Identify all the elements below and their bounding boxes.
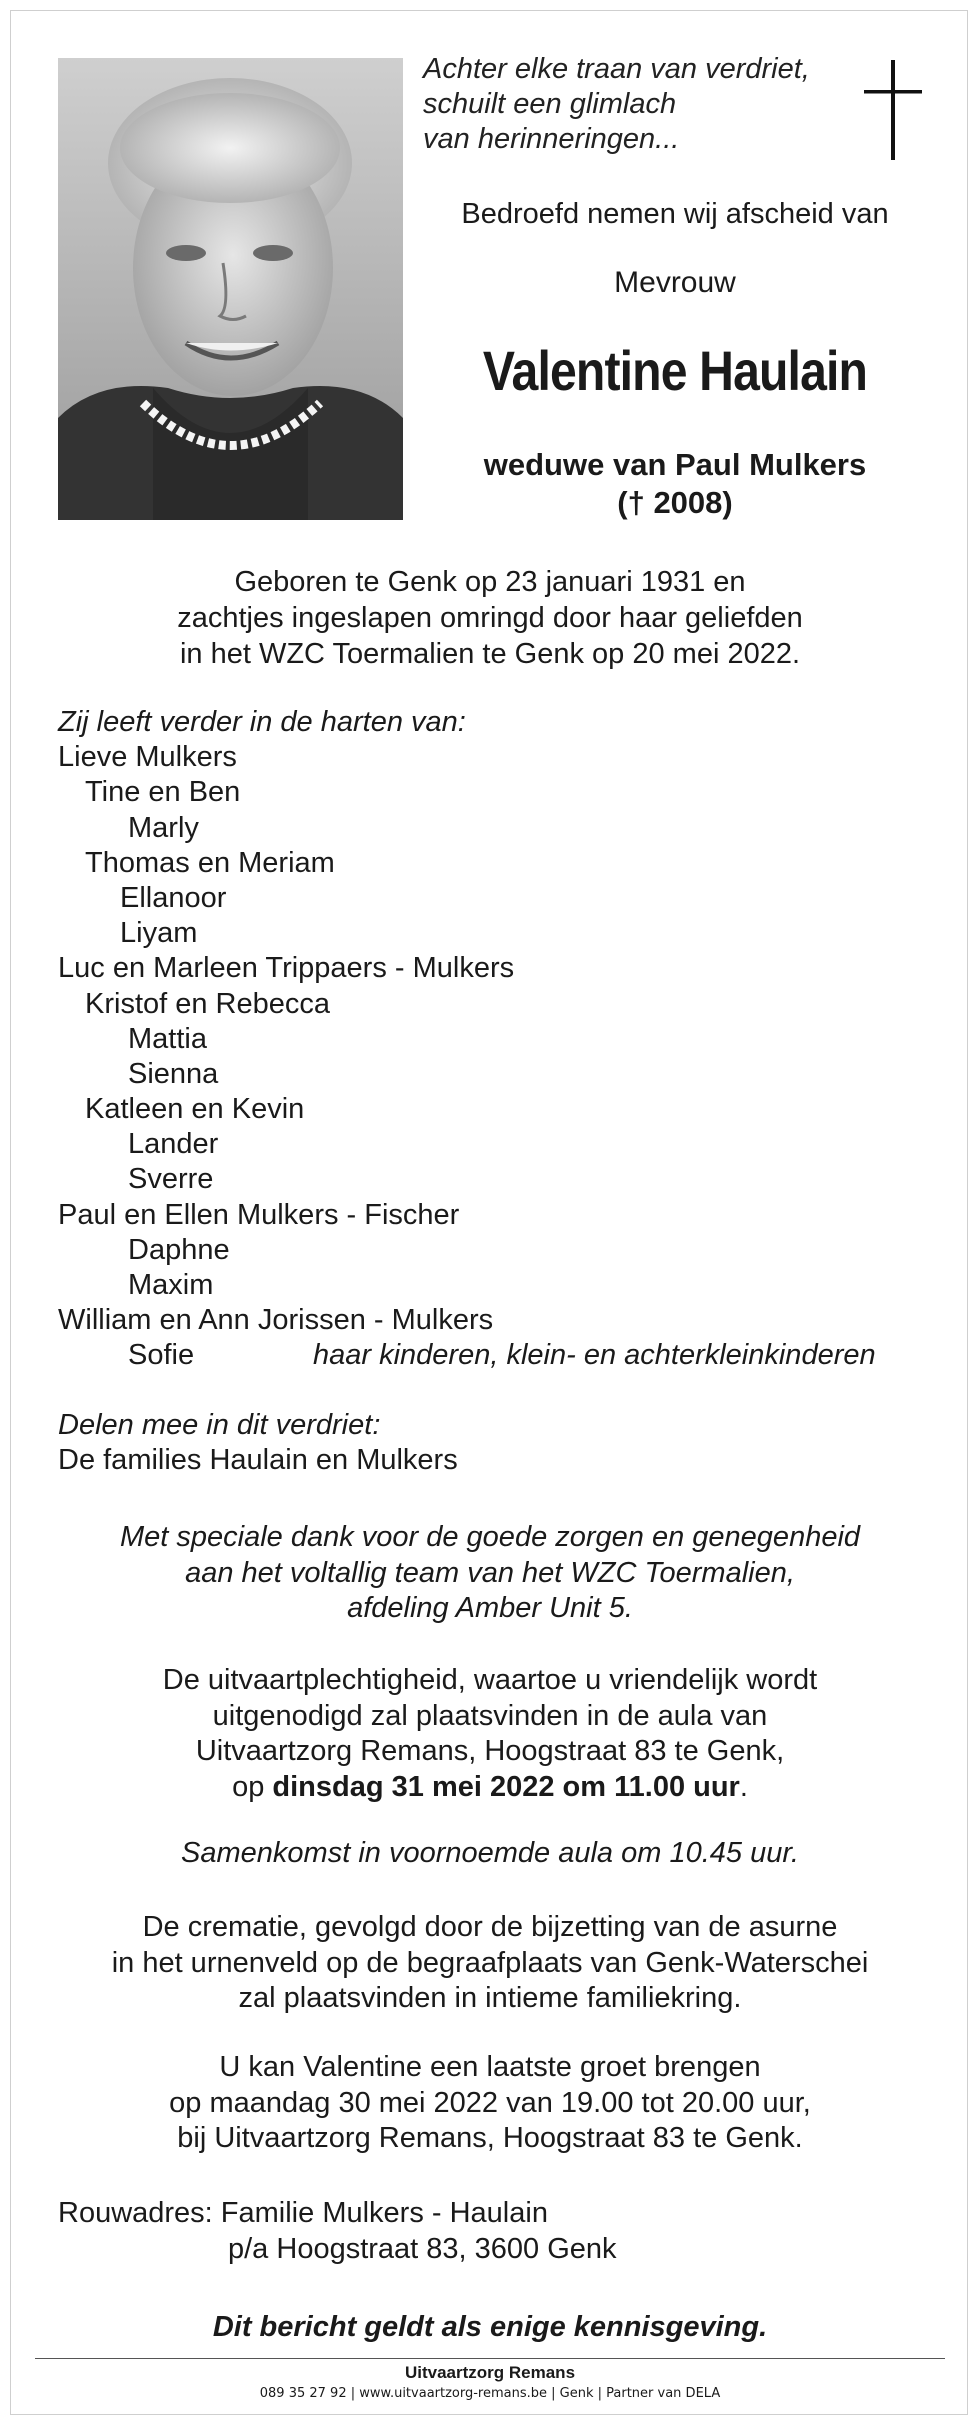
ceremony-line: De uitvaartplechtigheid, waartoe u vriendelijk wordt [162,1664,818,1696]
family-member: Tine en Ben [85,776,241,809]
family-member-name: Sofie [128,1339,195,1372]
family-member: Luc en Marleen Trippaers - Mulkers [58,952,515,985]
family-member: Kristof en Rebecca [85,987,331,1020]
born-line: in het WZC Toermalien te Genk op 20 mei 2022. [179,638,801,670]
born-line: zachtjes ingeslapen omringd door haar geliefden [177,602,803,634]
poem-line: schuilt een glimlach [423,88,677,120]
portrait-photo [58,58,403,520]
cremation-line: De crematie, gevolgd door de bijzetting van de asurne [142,1911,838,1943]
thanks-text [40,1520,940,1627]
family-member: Sienna [128,1057,219,1090]
honorific: Mevrouw [614,266,736,299]
portrait-image [58,58,403,520]
widow-of [415,446,935,522]
thanks-line: aan het voltallig team van het WZC Toermalien, [185,1556,795,1589]
family-heading: Zij leeft verder in de harten van: [58,706,466,738]
share-heading: Delen mee in dit verdriet: [58,1409,381,1441]
poem-line: Achter elke traan van verdriet, [423,53,810,85]
ceremony-date: dinsdag 31 mei 2022 om 11.00 uur [272,1770,740,1803]
ceremony-suffix: . [739,1770,748,1803]
footer-contact: 089 35 27 92 | www.uitvaartzorg-remans.be | Genk | Partner van DELA [259,2386,721,2401]
address-line: Rouwadres: Familie Mulkers - Haulain [58,2197,548,2229]
family-member-last [58,1338,938,1373]
family-note: haar kinderen, klein- en achterkleinkinderen [313,1339,876,1372]
birth-death-info [50,564,930,672]
family-member: Maxim [128,1269,214,1301]
notice-text: Dit bericht geldt als enige kennisgeving. [212,2311,768,2343]
family-list [58,705,938,1374]
born-line: Geboren te Genk op 23 januari 1931 en [234,566,746,598]
cremation-line: zal plaatsvinden in intieme familiekring. [238,1982,742,2014]
ceremony-prefix: op [232,1770,273,1803]
deceased-name: Valentine Haulain [482,339,868,402]
visit-line: op maandag 30 mei 2022 van 19.00 tot 20.00 uur, [169,2086,811,2119]
poem [423,52,810,157]
visit-line: U kan Valentine een laatste groet brengen [219,2051,761,2083]
cremation-info [40,1910,940,2017]
family-member: Daphne [128,1233,230,1266]
footer-divider [35,2358,945,2359]
footer-company: Uitvaartzorg Remans [404,2363,576,2382]
share-text: De families Haulain en Mulkers [58,1444,458,1476]
thanks-line: Met speciale dank voor de goede zorgen en genegenheid [119,1521,861,1553]
ceremony-line: Uitvaartzorg Remans, Hoogstraat 83 te Genk, [195,1735,785,1767]
family-member: Ellanoor [120,881,227,914]
cremation-line: in het urnenveld op de begraafplaats van Genk-Waterschei [111,1946,869,1979]
ceremony-info [40,1663,940,1805]
share-grief [58,1408,458,1478]
family-member: William en Ann Jorissen - Mulkers [58,1304,494,1337]
family-member: Lieve Mulkers [58,741,237,774]
thanks-line: afdeling Amber Unit 5. [347,1592,633,1624]
family-member: Liyam [120,917,198,950]
family-member: Thomas en Meriam [85,846,335,879]
family-member: Mattia [128,1022,207,1055]
address-line: p/a Hoogstraat 83, 3600 Genk [228,2233,617,2265]
mourning-address [58,2195,617,2267]
cross-icon [864,60,922,160]
meeting-info: Samenkomst in voornoemde aula om 10.45 uur. [181,1837,799,1869]
poem-line: van herinneringen... [423,123,680,155]
widow-year: († 2008) [617,485,733,520]
ceremony-date-line [40,1770,940,1806]
family-member: Lander [128,1128,219,1161]
visit-line: bij Uitvaartzorg Remans, Hoogstraat 83 te Genk. [177,2122,803,2154]
family-member: Paul en Ellen Mulkers - Fischer [58,1198,460,1231]
intro-text: Bedroefd nemen wij afscheid van [461,198,889,230]
widow-line: weduwe van Paul Mulkers [483,447,867,482]
ceremony-line: uitgenodigd zal plaatsvinden in de aula van [212,1699,768,1732]
family-member: Katleen en Kevin [85,1093,305,1126]
family-member: Marly [128,811,199,844]
visit-info [40,2050,940,2157]
family-member: Sverre [128,1163,214,1196]
